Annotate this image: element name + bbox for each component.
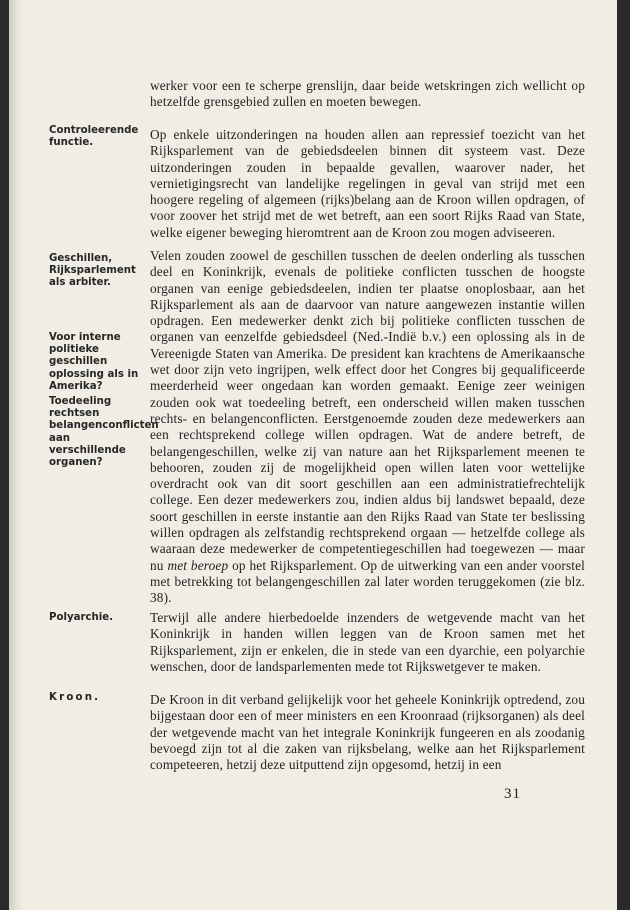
margin-note-controleerende: Controleerende functie. bbox=[49, 125, 139, 149]
emphasis-met-beroep: met beroep bbox=[167, 557, 229, 573]
paragraph-text bbox=[150, 248, 585, 607]
page-binding-shadow bbox=[9, 0, 23, 910]
margin-note-toedeeling: Toedeeling rechtsen belangenconflicten aan verschillende organen? bbox=[49, 396, 159, 469]
margin-note-kroon: Kroon. bbox=[49, 692, 101, 703]
paragraph-text-part: op het Rijksparlement. Op de uitwerking van een ander voorstel met betrekking tot belangengeschillen zal later worden teruggekomen (zie blz. 38). bbox=[150, 557, 586, 606]
margin-note-polyarchie: Polyarchie. bbox=[49, 612, 114, 623]
paragraph-text: De Kroon in dit verband gelijkelijk voor het geheele Koninkrijk optredend, zou bijgestaan door een of meer ministers en een Kroonraad (rijksorganen) als deel der wetgevende macht van het integrale Koninkrijk fungeeren en als zoodanig bevoegd zijn tot al die zaken van rijksbelang, welke aan het Rijksparlement competeeren, hetzij deze uitputtend zijn opgesomd, hetzij in een bbox=[150, 692, 585, 773]
paragraph-text: werker voor een te scherpe grenslijn, daar beide wetskringen zich wellicht op hetzelfde grensgebied zullen en moeten bewegen. bbox=[150, 78, 585, 110]
page-number: 31 bbox=[504, 786, 521, 802]
document-page bbox=[9, 0, 617, 910]
paragraph-geschillen bbox=[150, 248, 585, 607]
paragraph-continuation bbox=[150, 78, 585, 111]
paragraph-text-part: Velen zouden zoowel de geschillen tusschen de deelen onderling als tusschen deel en Koninkrijk, evenals de politieke conflicten tusschen de hoogste organen van eenige gebiedsdeelen, indien ter plaatse onoplosbaar, aan het Rijksparlement als aan de daarvoor van nature aangewezen instantie willen opdragen. Een medewerker denkt zich bij politieke conflicten tusschen de organen van eenzelfde gebiedsdeel (Ned.-Indië b.v.) een oplossing als in de Vereenigde Staten van Amerika. De president kan krachtens de Amerikaansche wet door zijn veto ingrijpen, welk effect door het Congres bij gequalificeerde meerderheid weer ongedaan kan worden gemaakt. Eenige zeer weinigen zouden ook wat toedeeling betreft, een onderscheid willen maken tusschen rechts- en belangenconflicten. Eerstgenoemde zouden deze medewerkers aan een rechtsprekend college willen opdragen. Wat de andere betreft, de belangengeschillen, welke zij van nature aan het Rijksparlement meenen te behooren, zouden zij de mogelijkheid open willen laten voor wettelijke overdracht ook van dit soort geschillen aan een administratiefrechtelijk college. Een dezer medewerkers zou, indien aldus bij landswet bepaald, deze soort geschillen in eerste instantie aan den Rijks Raad van State ter beslissing willen opdragen als zelfstandig rechtsprekend orgaan — hetzelfde college als waaraan deze medewerker de competentiegeschillen had toegewezen — maar nu bbox=[150, 248, 585, 573]
margin-note-amerika: Voor interne politieke geschillen oplossing als in Amerika? bbox=[49, 332, 139, 392]
paragraph-text: Op enkele uitzonderingen na houden allen aan repressief toezicht van het Rijksparlement van de gebiedsdeelen binnen dit systeem vast. Deze uitzonderingen zouden in bepaalde gevallen, waarover nader, het vernietigingsrecht van landelijke regelingen in geval van strijd met een hoogere regeling of algemeen (rijks)belang aan de Kroon willen opdragen, of voor zoover het strijd met de wet betreft, aan een soort Rijks Raad van State, welke eigener beweging hieromtrent aan de Kroon zou mogen adviseeren. bbox=[150, 127, 585, 240]
margin-note-geschillen: Geschillen, Rijksparlement als arbiter. bbox=[49, 253, 136, 289]
paragraph-kroon bbox=[150, 692, 585, 773]
paragraph-text: Terwijl alle andere hierbedoelde inzenders de wetgevende macht van het Koninkrijk in handen willen leggen van de Kroon samen met het Rijksparlement, zijn er enkelen, die in stede van een dyarchie, een polyarchie wenschen, door de landsparlementen mede tot Rijkswetgever te maken. bbox=[150, 610, 585, 674]
paragraph-controleerende bbox=[150, 127, 585, 241]
paragraph-polyarchie bbox=[150, 610, 585, 675]
